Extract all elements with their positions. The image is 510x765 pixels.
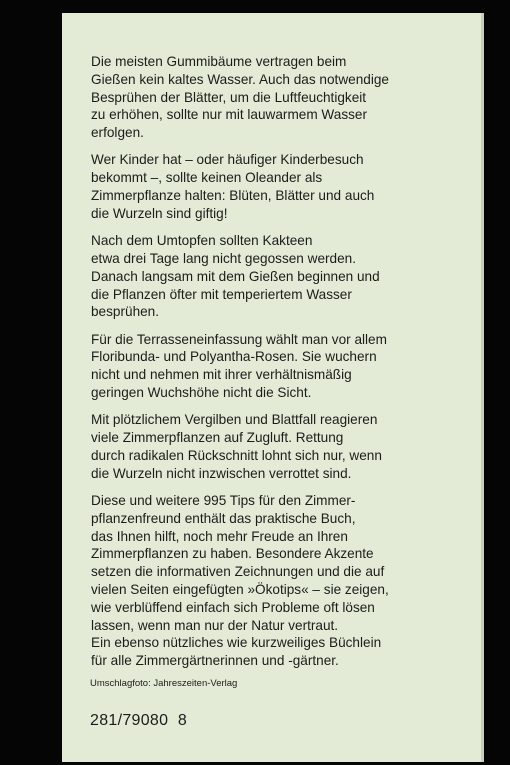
text-line: die Pflanzen öfter mit temperiertem Wasser [91, 286, 352, 302]
paragraph [91, 331, 481, 402]
text-line: durch radikalen Rückschnitt lohnt sich nur, wenn [91, 447, 382, 463]
text-line: das Ihnen hilft, noch mehr Freude an Ihren [91, 528, 348, 544]
text-line: bekommt –, sollte keinen Oleander als [91, 170, 323, 186]
text-line: besprühen. [91, 304, 160, 320]
text-line: Diese und weitere 995 Tips für den Zimmer- [91, 493, 356, 509]
paragraph [91, 492, 481, 670]
text-line: nicht und nehmen mit ihrer verhältnismäßig [91, 367, 352, 383]
text-line: setzen die informativen Zeichnungen und die auf [91, 564, 385, 580]
text-line: Mit plötzlichem Vergilben und Blattfall reagieren [91, 412, 378, 428]
blurb-text [91, 53, 481, 680]
catalog-number: 281/79080 8 [90, 712, 188, 729]
cover-photo-credit: Umschlagfoto: Jahreszeiten-Verlag [90, 678, 238, 689]
text-line: Floribunda- und Polyantha-Rosen. Sie wuchern [91, 349, 377, 365]
text-line: Ein ebenso nützliches wie kurzweiliges Büchlein [91, 635, 382, 651]
text-line: zu erhöhen, sollte nur mit lauwarmem Wasser [91, 107, 368, 123]
text-line: Nach dem Umtopfen sollten Kakteen [91, 233, 313, 249]
text-line: Zimmerpflanze halten: Blüten, Blätter und auch [91, 188, 375, 204]
text-line: Für die Terrasseneinfassung wählt man vor allem [91, 331, 387, 347]
text-line: Zimmerpflanzen zu haben. Besondere Akzente [91, 546, 374, 562]
paragraph [91, 151, 481, 222]
text-line: wie verblüffend einfach sich Probleme oft lösen [91, 599, 375, 615]
text-line: Danach langsam mit dem Gießen beginnen und [91, 268, 380, 284]
text-line: etwa drei Tage lang nicht gegossen werden. [91, 250, 357, 266]
paragraph [91, 411, 481, 482]
text-line: Gießen kein kaltes Wasser. Auch das notwendige [91, 71, 389, 87]
text-line: für alle Zimmergärtnerinnen und -gärtner. [91, 653, 339, 669]
text-line: Besprühen der Blätter, um die Luftfeuchtigkeit [91, 89, 367, 105]
text-line: Wer Kinder hat – oder häufiger Kinderbesuch [91, 152, 364, 168]
text-line: viele Zimmerpflanzen auf Zugluft. Rettung [91, 430, 344, 446]
text-line: erfolgen. [91, 125, 144, 141]
paragraph [91, 232, 481, 321]
text-line: vielen Seiten eingefügten »Ökotips« – sie zeigen, [91, 582, 389, 598]
book-back-cover [62, 13, 484, 762]
text-line: die Wurzeln sind giftig! [91, 205, 228, 221]
text-line: pflanzenfreund enthält das praktische Buch, [91, 510, 356, 526]
paragraph [91, 53, 481, 142]
text-line: die Wurzeln nicht inzwischen verrottet sind. [91, 465, 352, 481]
text-line: Die meisten Gummibäume vertragen beim [91, 54, 347, 69]
text-line: lassen, wenn man nur der Natur vertraut. [91, 617, 339, 633]
text-line: geringen Wuchshöhe nicht die Sicht. [91, 385, 312, 401]
